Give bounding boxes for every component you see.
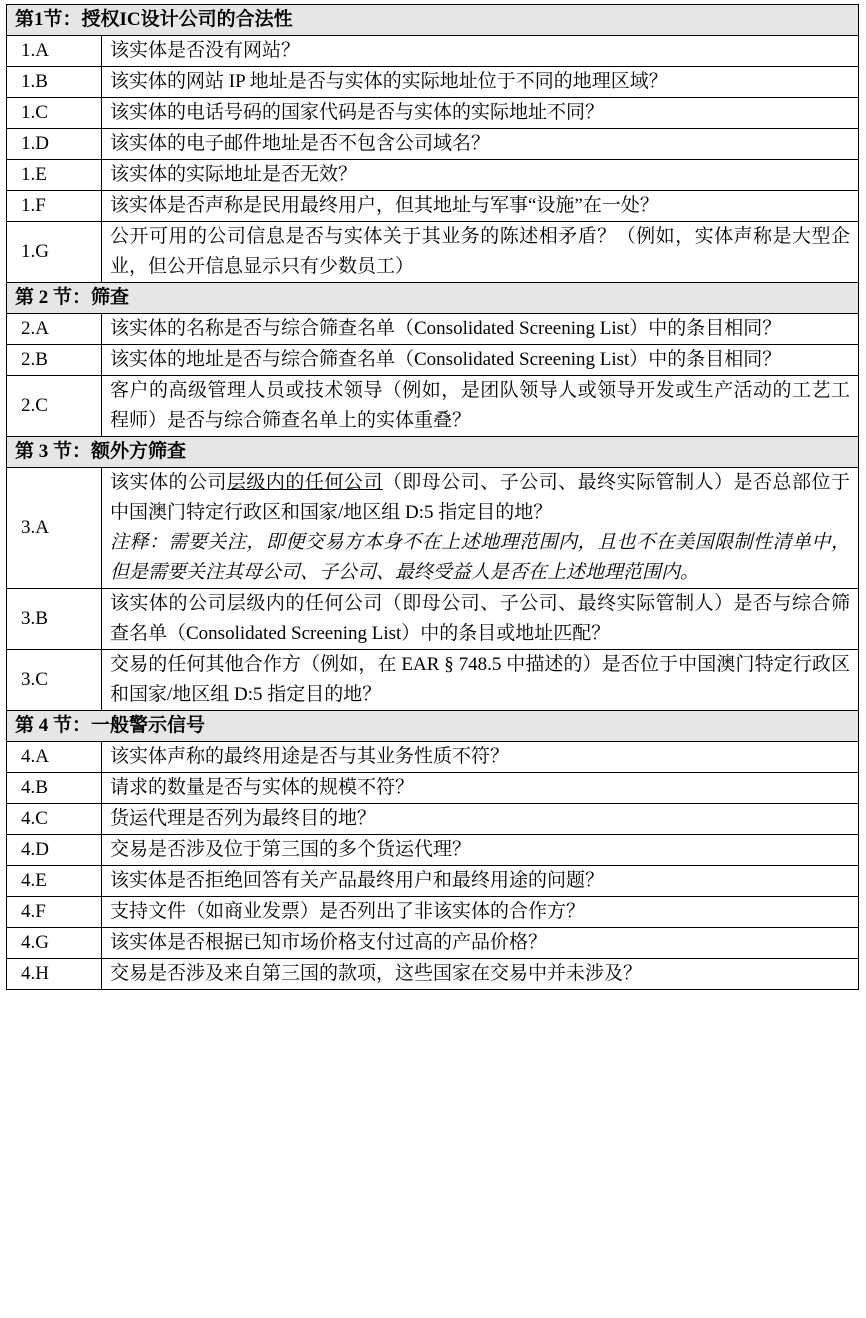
table-row — [7, 959, 859, 990]
table-row — [7, 773, 859, 804]
table-row — [7, 866, 859, 897]
item-id: 2.B — [7, 345, 102, 376]
section-header — [7, 283, 859, 314]
table-row — [7, 222, 859, 283]
item-question: 支持文件（如商业发票）是否列出了非该实体的合作方？ — [102, 897, 859, 928]
item-question: 客户的高级管理人员或技术领导（例如，是团队领导人或领导开发或生产活动的工艺工程师）是否与综合筛查名单上的实体重叠？ — [102, 376, 859, 437]
item-question: 该实体的电话号码的国家代码是否与实体的实际地址不同？ — [102, 98, 859, 129]
table-row — [7, 468, 859, 589]
table-row — [7, 314, 859, 345]
item-id: 4.A — [7, 742, 102, 773]
item-question: 该实体的电子邮件地址是否不包含公司域名？ — [102, 129, 859, 160]
item-question-text: （即母公司、子公司、最终实际管制人）是否总部位于中国澳门特定行政区和国家/地区组 D:5 指定目的地？ — [110, 472, 850, 523]
checklist-table — [6, 4, 859, 990]
item-id: 4.E — [7, 866, 102, 897]
item-question: 该实体的地址是否与综合筛查名单（Consolidated Screening List）中的条目相同？ — [102, 345, 859, 376]
document-page — [6, 4, 858, 990]
item-question: 该实体声称的最终用途是否与其业务性质不符？ — [102, 742, 859, 773]
table-row — [7, 36, 859, 67]
table-row — [7, 650, 859, 711]
table-row — [7, 589, 859, 650]
section-header — [7, 437, 859, 468]
section-title: 第 4 节：一般警示信号 — [7, 711, 859, 742]
table-row — [7, 804, 859, 835]
table-row — [7, 129, 859, 160]
item-id: 3.C — [7, 650, 102, 711]
item-note: 注释：需要关注，即便交易方本身不在上述地理范围内，且也不在美国限制性清单中，但是需要关注其母公司、子公司、最终受益人是否在上述地理范围内。 — [110, 532, 850, 583]
section-header — [7, 711, 859, 742]
item-question: 该实体的网站 IP 地址是否与实体的实际地址位于不同的地理区域？ — [102, 67, 859, 98]
item-id: 4.B — [7, 773, 102, 804]
table-row — [7, 376, 859, 437]
item-question-text: 该实体的公司 — [110, 472, 227, 493]
item-question: 请求的数量是否与实体的规模不符？ — [102, 773, 859, 804]
item-question: 货运代理是否列为最终目的地？ — [102, 804, 859, 835]
table-row — [7, 897, 859, 928]
item-question: 该实体的实际地址是否无效？ — [102, 160, 859, 191]
item-question — [102, 468, 859, 589]
item-id: 4.H — [7, 959, 102, 990]
item-id: 1.G — [7, 222, 102, 283]
item-id: 1.B — [7, 67, 102, 98]
table-row — [7, 742, 859, 773]
item-id: 1.C — [7, 98, 102, 129]
item-question: 该实体是否根据已知市场价格支付过高的产品价格？ — [102, 928, 859, 959]
item-id: 4.C — [7, 804, 102, 835]
table-row — [7, 835, 859, 866]
table-row — [7, 345, 859, 376]
item-id: 3.B — [7, 589, 102, 650]
item-question: 交易是否涉及来自第三国的款项，这些国家在交易中并未涉及？ — [102, 959, 859, 990]
item-id: 4.F — [7, 897, 102, 928]
table-row — [7, 928, 859, 959]
item-question: 该实体是否没有网站？ — [102, 36, 859, 67]
item-id: 3.A — [7, 468, 102, 589]
underlined-text: 层级内的任何公司 — [226, 472, 383, 493]
section-title: 第1节：授权IC设计公司的合法性 — [7, 5, 859, 36]
item-question: 该实体是否声称是民用最终用户，但其地址与军事“设施”在一处？ — [102, 191, 859, 222]
item-id: 2.A — [7, 314, 102, 345]
item-id: 4.D — [7, 835, 102, 866]
table-row — [7, 67, 859, 98]
table-row — [7, 160, 859, 191]
item-question: 交易是否涉及位于第三国的多个货运代理？ — [102, 835, 859, 866]
item-question: 交易的任何其他合作方（例如，在 EAR § 748.5 中描述的）是否位于中国澳门特定行政区和国家/地区组 D:5 指定目的地？ — [102, 650, 859, 711]
item-question: 该实体是否拒绝回答有关产品最终用户和最终用途的问题？ — [102, 866, 859, 897]
item-id: 1.E — [7, 160, 102, 191]
item-id: 2.C — [7, 376, 102, 437]
item-question: 该实体的名称是否与综合筛查名单（Consolidated Screening List）中的条目相同？ — [102, 314, 859, 345]
section-title: 第 2 节：筛查 — [7, 283, 859, 314]
section-title: 第 3 节：额外方筛查 — [7, 437, 859, 468]
item-question: 该实体的公司层级内的任何公司（即母公司、子公司、最终实际管制人）是否与综合筛查名单（Consolidated Screening List）中的条目或地址匹配？ — [102, 589, 859, 650]
item-id: 4.G — [7, 928, 102, 959]
item-id: 1.A — [7, 36, 102, 67]
item-question: 公开可用的公司信息是否与实体关于其业务的陈述相矛盾？（例如，实体声称是大型企业，但公开信息显示只有少数员工） — [102, 222, 859, 283]
table-row — [7, 98, 859, 129]
item-id: 1.D — [7, 129, 102, 160]
section-header — [7, 5, 859, 36]
item-id: 1.F — [7, 191, 102, 222]
table-row — [7, 191, 859, 222]
